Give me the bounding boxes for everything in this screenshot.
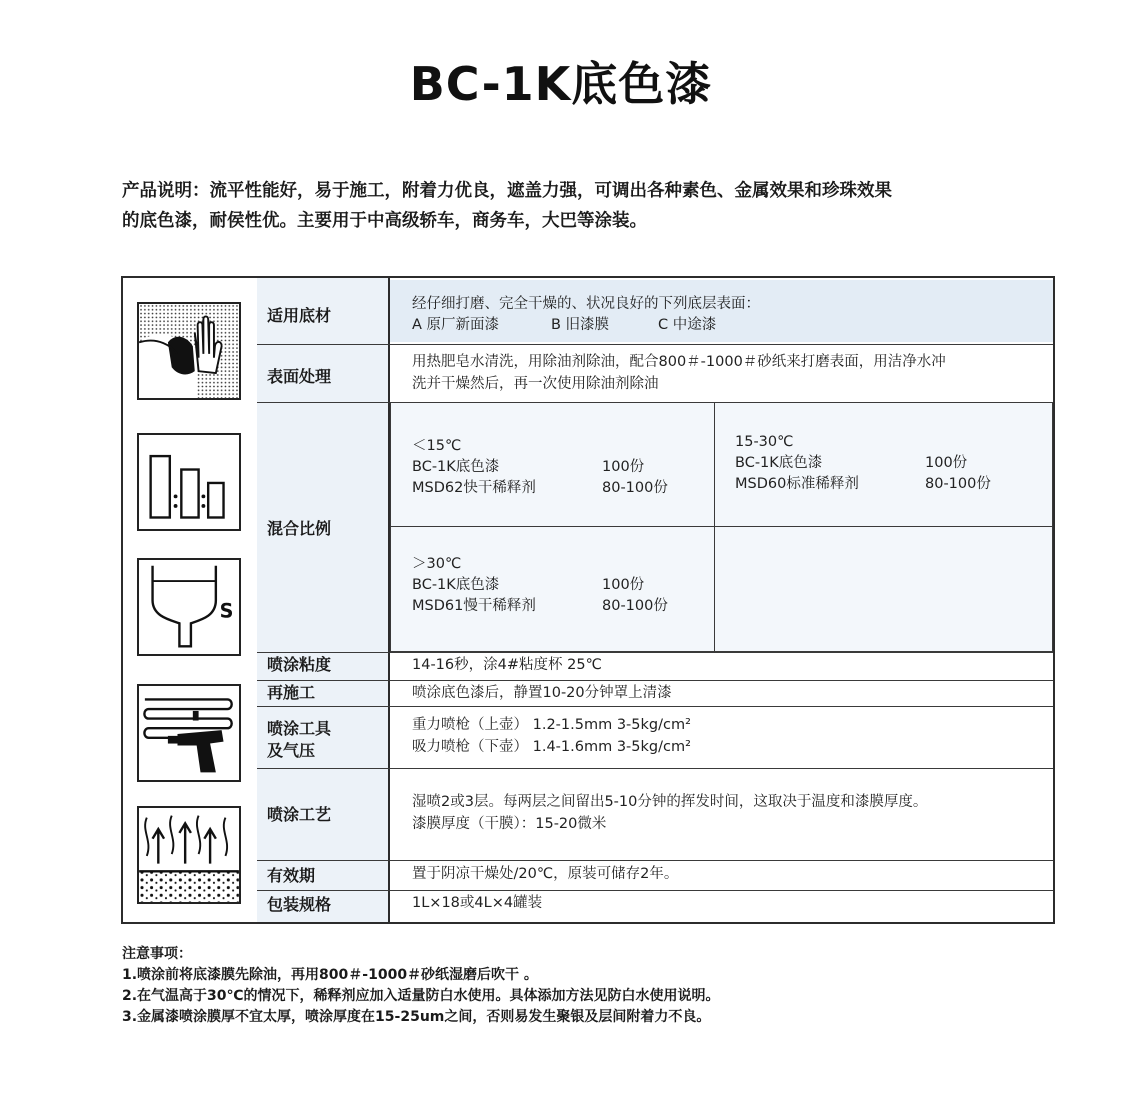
row-divider (257, 860, 1053, 861)
description-line-2: 的底色漆，耐侯性优。主要用于中高级轿车，商务车，大巴等涂装。 (122, 211, 647, 231)
mixing-temp: ＞30℃ (412, 556, 462, 572)
row-divider (257, 706, 1053, 707)
label-recoat: 再施工 (267, 683, 316, 702)
mixing-item-name: BC-1K底色漆 (412, 577, 500, 593)
icon-column (123, 278, 259, 922)
mixing-block-low (412, 436, 668, 499)
label-tools-line-2: 及气压 (267, 741, 316, 760)
tools-line-2: 吸力喷枪（下壶） 1.4-1.6mm 3-5kg/cm² (412, 739, 691, 755)
product-description (122, 176, 1072, 236)
shelf-text: 置于阴凉干燥处/20℃，原装可储存2年。 (412, 866, 679, 882)
mixing-item-amount: 80-100份 (602, 480, 668, 496)
process-line-1: 湿喷2或3层。每两层之间留出5-10分钟的挥发时间，这取决于温度和漆膜厚度。 (412, 794, 928, 810)
hand-sanding-icon (137, 302, 241, 400)
label-substrate: 适用底材 (267, 306, 332, 325)
notes-title: 注意事项： (122, 946, 192, 962)
mixing-item-amount: 100份 (925, 455, 968, 471)
substrate-line-1: 经仔细打磨、完全干燥的、状况良好的下列底层表面： (412, 296, 760, 312)
row-divider (257, 768, 1053, 769)
mixing-item-amount: 100份 (602, 577, 645, 593)
viscosity-cup-icon (137, 558, 241, 656)
label-mixing: 混合比例 (267, 519, 332, 538)
viscosity-text: 14-16秒，涂4#粘度杯 25℃ (412, 657, 602, 673)
mixing-item-name: MSD60标准稀释剂 (735, 476, 859, 492)
mixing-block-high (412, 554, 668, 617)
label-surface: 表面处理 (267, 367, 332, 386)
mixing-cell-empty (714, 526, 1053, 652)
note-item-3: 3.金属漆喷涂膜厚不宜太厚，喷涂厚度在15-25um之间，否则易发生聚银及层间附着力不良。 (122, 1009, 711, 1025)
mixing-item-name: BC-1K底色漆 (735, 455, 823, 471)
substrate-option-b: B 旧漆膜 (551, 317, 610, 333)
mixing-item-name: BC-1K底色漆 (412, 459, 500, 475)
spray-gun-icon (137, 684, 241, 782)
row-divider (257, 680, 1053, 681)
label-shelf: 有效期 (267, 866, 316, 885)
process-line-2: 漆膜厚度（干膜）：15-20微米 (412, 816, 607, 832)
spec-table (121, 276, 1055, 924)
recoat-text: 喷涂底色漆后，静置10-20分钟罩上清漆 (412, 685, 672, 701)
row-divider (257, 344, 1053, 345)
substrate-option-a: A 原厂新面漆 (412, 317, 500, 333)
mixing-item-amount: 80-100份 (925, 476, 991, 492)
mixing-item-amount: 100份 (602, 459, 645, 475)
row-divider (257, 890, 1053, 891)
mixing-block-mid (735, 432, 991, 495)
row-divider (257, 652, 1053, 653)
label-tools-line-1: 喷涂工具 (267, 719, 332, 738)
mixing-temp: 15-30℃ (735, 434, 794, 450)
notes-section (122, 944, 1082, 1028)
description-line-1: 产品说明：流平性能好，易于施工，附着力优良，遮盖力强，可调出各种素色、金属效果和珍珠效果 (122, 181, 892, 201)
mixing-ratio-icon (137, 433, 241, 531)
surface-line-2: 洗并干燥然后，再一次使用除油剂除油 (412, 376, 659, 392)
note-item-2: 2.在气温高于30℃的情况下，稀释剂应加入适量防白水使用。具体添加方法见防白水使用说明。 (122, 988, 720, 1004)
mixing-item-amount: 80-100份 (602, 598, 668, 614)
mixing-temp: ＜15℃ (412, 438, 462, 454)
drying-layers-icon (137, 806, 241, 904)
note-item-1: 1.喷涂前将底漆膜先除油，再用800＃-1000＃砂纸湿磨后吹干 。 (122, 967, 538, 983)
surface-line-1: 用热肥皂水清洗，用除油剂除油，配合800＃-1000＃砂纸来打磨表面，用洁净水冲 (412, 354, 946, 370)
label-tools (267, 718, 385, 762)
label-package: 包装规格 (267, 895, 332, 914)
label-process: 喷涂工艺 (267, 805, 332, 824)
mixing-item-name: MSD62快干稀释剂 (412, 480, 536, 496)
substrate-option-c: C 中途漆 (658, 317, 717, 333)
page-title: BC-1K底色漆 (409, 57, 713, 111)
package-text: 1L×18或4L×4罐装 (412, 895, 543, 911)
label-viscosity: 喷涂粘度 (267, 655, 332, 674)
tools-line-1: 重力喷枪（上壶） 1.2-1.5mm 3-5kg/cm² (412, 717, 691, 733)
svg-text:S: S (219, 599, 234, 623)
mixing-item-name: MSD61慢干稀释剂 (412, 598, 536, 614)
